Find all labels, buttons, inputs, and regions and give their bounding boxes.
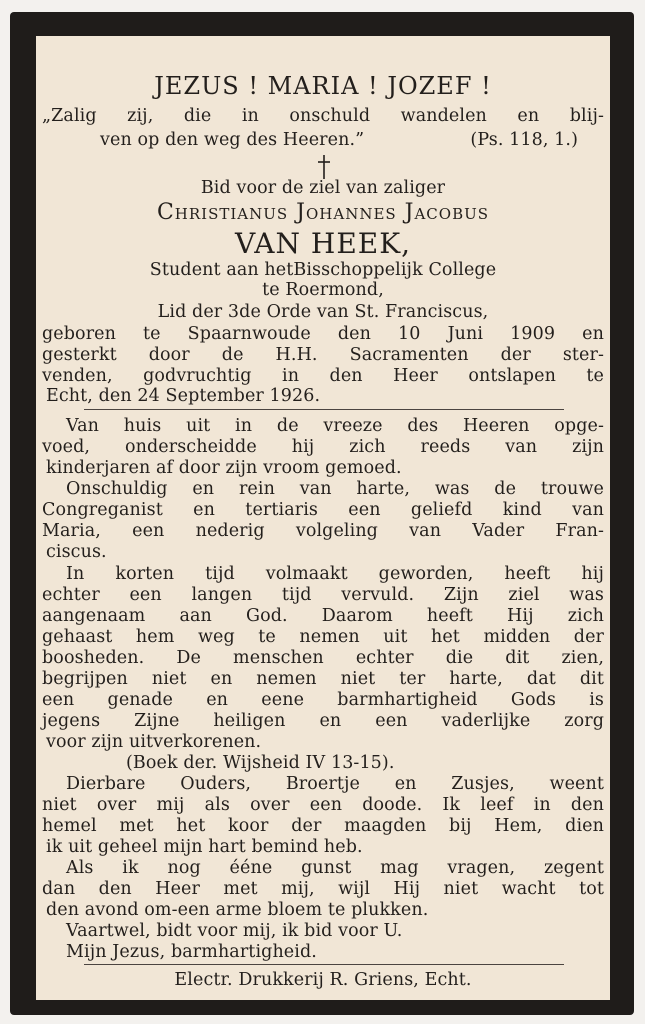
body-line: voor zijn uitverkorenen. (46, 732, 262, 752)
memorial-card (10, 12, 634, 1015)
body-line: voed, onderscheidde hij zich reeds van zijn (42, 437, 604, 457)
body-line: begrijpen niet en nemen niet ter harte, dat dit (42, 669, 604, 689)
body-line: niet over mij als over een doode. Ik leef in den (42, 795, 604, 815)
body-line: ik uit geheel mijn hart bemind heb. (46, 837, 363, 857)
quote-line-1: „Zalig zij, die in onschuld wandelen en blij- (42, 106, 604, 126)
body-line: Dierbare Ouders, Broertje en Zusjes, weent (66, 774, 604, 794)
divider (84, 964, 564, 965)
body-line: Vaartwel, bidt voor mij, ik bid voor U. (66, 921, 403, 941)
body-line: aangenaam aan God. Daarom heeft Hij zich (42, 606, 604, 626)
body-line: In korten tijd volmaakt geworden, heeft hij (66, 564, 604, 584)
divider (84, 409, 564, 410)
bio-line: gesterkt door de H.H. Sacramenten der ster- (42, 345, 604, 365)
body-line: gehaast hem weg te nemen uit het midden der (42, 627, 604, 647)
body-line: ciscus. (46, 542, 107, 562)
bio-line: Lid der 3de Orde van St. Franciscus, (157, 302, 489, 322)
bio-line: geboren te Spaarnwoude den 10 Juni 1909 en (42, 324, 604, 344)
body-line: Onschuldig en rein van harte, was de trouwe (66, 479, 604, 499)
prayer-intro: Bid voor de ziel van zaliger (200, 178, 446, 198)
body-line: kinderjaren af door zijn vroom gemoed. (46, 458, 402, 478)
bio-line: Echt, den 24 September 1926. (46, 386, 321, 406)
body-line: Als ik nog ééne gunst mag vragen, zegent (66, 858, 604, 878)
bio-line: Student aan hetBisschoppelijk College (149, 260, 497, 280)
body-line: Congreganist en tertiaris een geliefd kind van (42, 500, 604, 520)
bio-line: venden, godvruchtig in den Heer ontslapen te (42, 366, 604, 386)
body-line: Van huis uit in de vreeze des Heeren opge- (66, 416, 604, 436)
surname: VAN HEEK, (234, 227, 412, 260)
body-line: Maria, een nederig volgeling van Vader Fran- (42, 521, 604, 541)
quote-text: ven op den weg des Heeren.” (100, 130, 365, 150)
bio-line: te Roermond, (262, 280, 384, 300)
body-line: echter een langen tijd vervuld. Zijn ziel was (42, 585, 604, 605)
body-line: dan den Heer met mij, wijl Hij niet wacht tot (42, 879, 604, 899)
quote-reference: (Ps. 118, 1.) (470, 130, 578, 150)
body-line: den avond om-een arme bloem te plukken. (46, 900, 429, 920)
first-names: Christianus Johannes Jacobus (156, 200, 490, 225)
body-line: boosheden. De menschen echter die dit zien, (42, 648, 604, 668)
body-line: een genade en eene barmhartigheid Gods is (42, 690, 604, 710)
body-line: hemel met het koor der maagden bij Hem, dien (42, 816, 604, 836)
closing-prayer: Mijn Jezus, barmhartigheid. (66, 942, 317, 962)
cross-icon (316, 154, 332, 180)
heading: JEZUS ! MARIA ! JOZEF ! (154, 72, 492, 100)
card-paper (36, 36, 610, 1000)
printer-credit: Electr. Drukkerij R. Griens, Echt. (174, 970, 472, 990)
body-line: jegens Zijne heiligen en een vaderlijke zorg (42, 711, 604, 731)
scripture-reference: (Boek der. Wijsheid IV 13-15). (126, 753, 395, 773)
